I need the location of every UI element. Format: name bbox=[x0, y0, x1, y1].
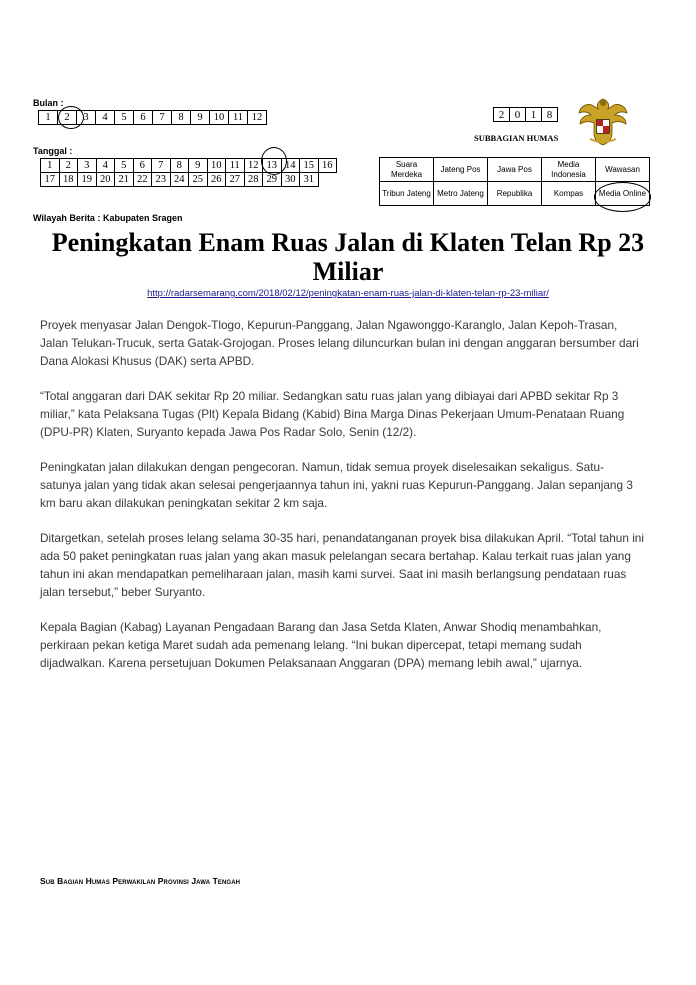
date-cell: 21 bbox=[115, 173, 134, 187]
date-cell: 27 bbox=[226, 173, 245, 187]
date-cell: 19 bbox=[78, 173, 97, 187]
region-label: Wilayah Berita : Kabupaten Sragen bbox=[33, 213, 183, 223]
month-cell: 6 bbox=[134, 111, 153, 125]
date-cell: 28 bbox=[244, 173, 263, 187]
month-cell: 1 bbox=[39, 111, 58, 125]
date-label: Tanggal : bbox=[33, 146, 73, 156]
date-cell: 26 bbox=[207, 173, 226, 187]
date-cell: 24 bbox=[170, 173, 189, 187]
garuda-emblem-icon bbox=[576, 93, 630, 152]
date-cell: 5 bbox=[115, 159, 134, 173]
footer-text: Sub Bagian Humas Perwakilan Provinsi Jawa Tengah bbox=[40, 876, 241, 886]
year-digit-cell: 2 bbox=[494, 108, 510, 122]
month-cell: 8 bbox=[172, 111, 191, 125]
date-cell: 10 bbox=[207, 159, 226, 173]
month-cell: 12 bbox=[248, 111, 267, 125]
date-cell: 3 bbox=[78, 159, 97, 173]
date-cell: 17 bbox=[41, 173, 60, 187]
date-cell: 30 bbox=[281, 173, 300, 187]
date-cell: 22 bbox=[133, 173, 152, 187]
month-cell: 7 bbox=[153, 111, 172, 125]
media-source-grid bbox=[379, 157, 650, 206]
date-cell: 6 bbox=[133, 159, 152, 173]
media-source-cell: Wawasan bbox=[596, 158, 650, 182]
date-cell: 8 bbox=[170, 159, 189, 173]
media-source-cell: Suara Merdeka bbox=[380, 158, 434, 182]
date-cell: 25 bbox=[189, 173, 208, 187]
year-digit-cell: 8 bbox=[542, 108, 558, 122]
date-cell: 4 bbox=[96, 159, 115, 173]
media-source-cell: Jateng Pos bbox=[434, 158, 488, 182]
article-paragraph: Proyek menyasar Jalan Dengok-Tlogo, Kepurun-Panggang, Jalan Ngawonggo-Karanglo, Jalan Kepoh-Trasan, Jalan Telukan-Trucuk, serta Gatak-Grojogan. Proses lelang diluncurkan bulan ini dengan anggaran bersumber dari Dana Alokasi Khusus (DAK) serta APBD. bbox=[40, 318, 639, 368]
month-label: Bulan : bbox=[33, 98, 64, 108]
date-cell: 31 bbox=[300, 173, 319, 187]
article-paragraph: Peningkatan jalan dilakukan dengan pengecoran. Namun, tidak semua proyek diselesaikan sekaligus. Satu-satunya jalan yang tidak akan selesai pengerjaannya tahun ini, yakni ruas Kepurun-Panggang. Jalan sepanjang 3 km baru akan dilakukan peningkatan sekitar 2 km saja. bbox=[40, 460, 633, 510]
month-cell: 4 bbox=[96, 111, 115, 125]
media-source-cell: Tribun Jateng bbox=[380, 182, 434, 206]
article-title: Peningkatan Enam Ruas Jalan di Klaten Telan Rp 23 Miliar bbox=[51, 228, 645, 286]
article-paragraph: “Total anggaran dari DAK sekitar Rp 20 miliar. Sedangkan satu ruas jalan yang dibiayai dari APBD sekitar Rp 3 miliar,” kata Pelaksana Tugas (Plt) Kepala Bidang (Kabid) Bina Marga Dinas Pekerjaan Umum-Penataan Ruang (DPU-PR) Klaten, Suryanto kepada Jawa Pos Radar Solo, Senin (12/2). bbox=[40, 389, 625, 439]
media-source-cell: Republika bbox=[488, 182, 542, 206]
date-cell: 2 bbox=[59, 159, 78, 173]
month-cell: 9 bbox=[191, 111, 210, 125]
date-cell: 20 bbox=[96, 173, 115, 187]
month-cell: 11 bbox=[229, 111, 248, 125]
date-cell: 13 bbox=[263, 159, 282, 173]
month-cell: 5 bbox=[115, 111, 134, 125]
article-url-link[interactable]: http://radarsemarang.com/2018/02/12/peningkatan-enam-ruas-jalan-di-klaten-telan-rp-23-miliar/ bbox=[147, 288, 549, 299]
date-cell: 12 bbox=[244, 159, 263, 173]
date-cell: 7 bbox=[152, 159, 171, 173]
month-cell: 2 bbox=[58, 111, 77, 125]
article-body bbox=[40, 316, 644, 689]
date-cell: 15 bbox=[300, 159, 319, 173]
media-source-cell: Media Indonesia bbox=[542, 158, 596, 182]
date-cell: 1 bbox=[41, 159, 60, 173]
month-cell: 3 bbox=[77, 111, 96, 125]
media-source-cell: Metro Jateng bbox=[434, 182, 488, 206]
media-source-cell: Media Online bbox=[596, 182, 650, 206]
date-cell: 16 bbox=[318, 159, 337, 173]
media-source-cell: Jawa Pos bbox=[488, 158, 542, 182]
media-source-cell: Kompas bbox=[542, 182, 596, 206]
article-paragraph: Ditargetkan, setelah proses lelang selama 30-35 hari, penandatanganan proyek bisa dilakukan April. “Total tahun ini ada 50 paket peningkatan ruas jalan yang akan masuk pelelangan secara bertahap. Kalau terkait ruas jalan yang tahun ini akan mendapatkan pemeliharaan jalan, masih kami survei. Saat ini masih berlangsung pendataan ruas jalan tersebut,” beber Suryanto. bbox=[40, 531, 644, 599]
year-grid bbox=[493, 107, 558, 122]
month-grid bbox=[38, 110, 267, 125]
year-digit-cell: 1 bbox=[526, 108, 542, 122]
year-digit-cell: 0 bbox=[510, 108, 526, 122]
date-cell: 9 bbox=[189, 159, 208, 173]
date-cell: 18 bbox=[59, 173, 78, 187]
article-paragraph: Kepala Bagian (Kabag) Layanan Pengadaan Barang dan Jasa Setda Klaten, Anwar Shodiq menambahkan, perkiraan pekan ketiga Maret sudah ada pemenang lelang. “Ini bukan dipercepat, tetapi memang sudah dijadwalkan. Karena persetujuan Dokumen Pelaksanaan Anggaran (DPA) memang lebih awal,” ujarnya. bbox=[40, 620, 602, 670]
date-cell: 14 bbox=[281, 159, 300, 173]
date-grid bbox=[40, 158, 337, 187]
date-cell: 29 bbox=[263, 173, 282, 187]
date-cell: 23 bbox=[152, 173, 171, 187]
date-cell: 11 bbox=[226, 159, 245, 173]
department-label: SUBBAGIAN HUMAS bbox=[474, 133, 559, 143]
month-cell: 10 bbox=[210, 111, 229, 125]
